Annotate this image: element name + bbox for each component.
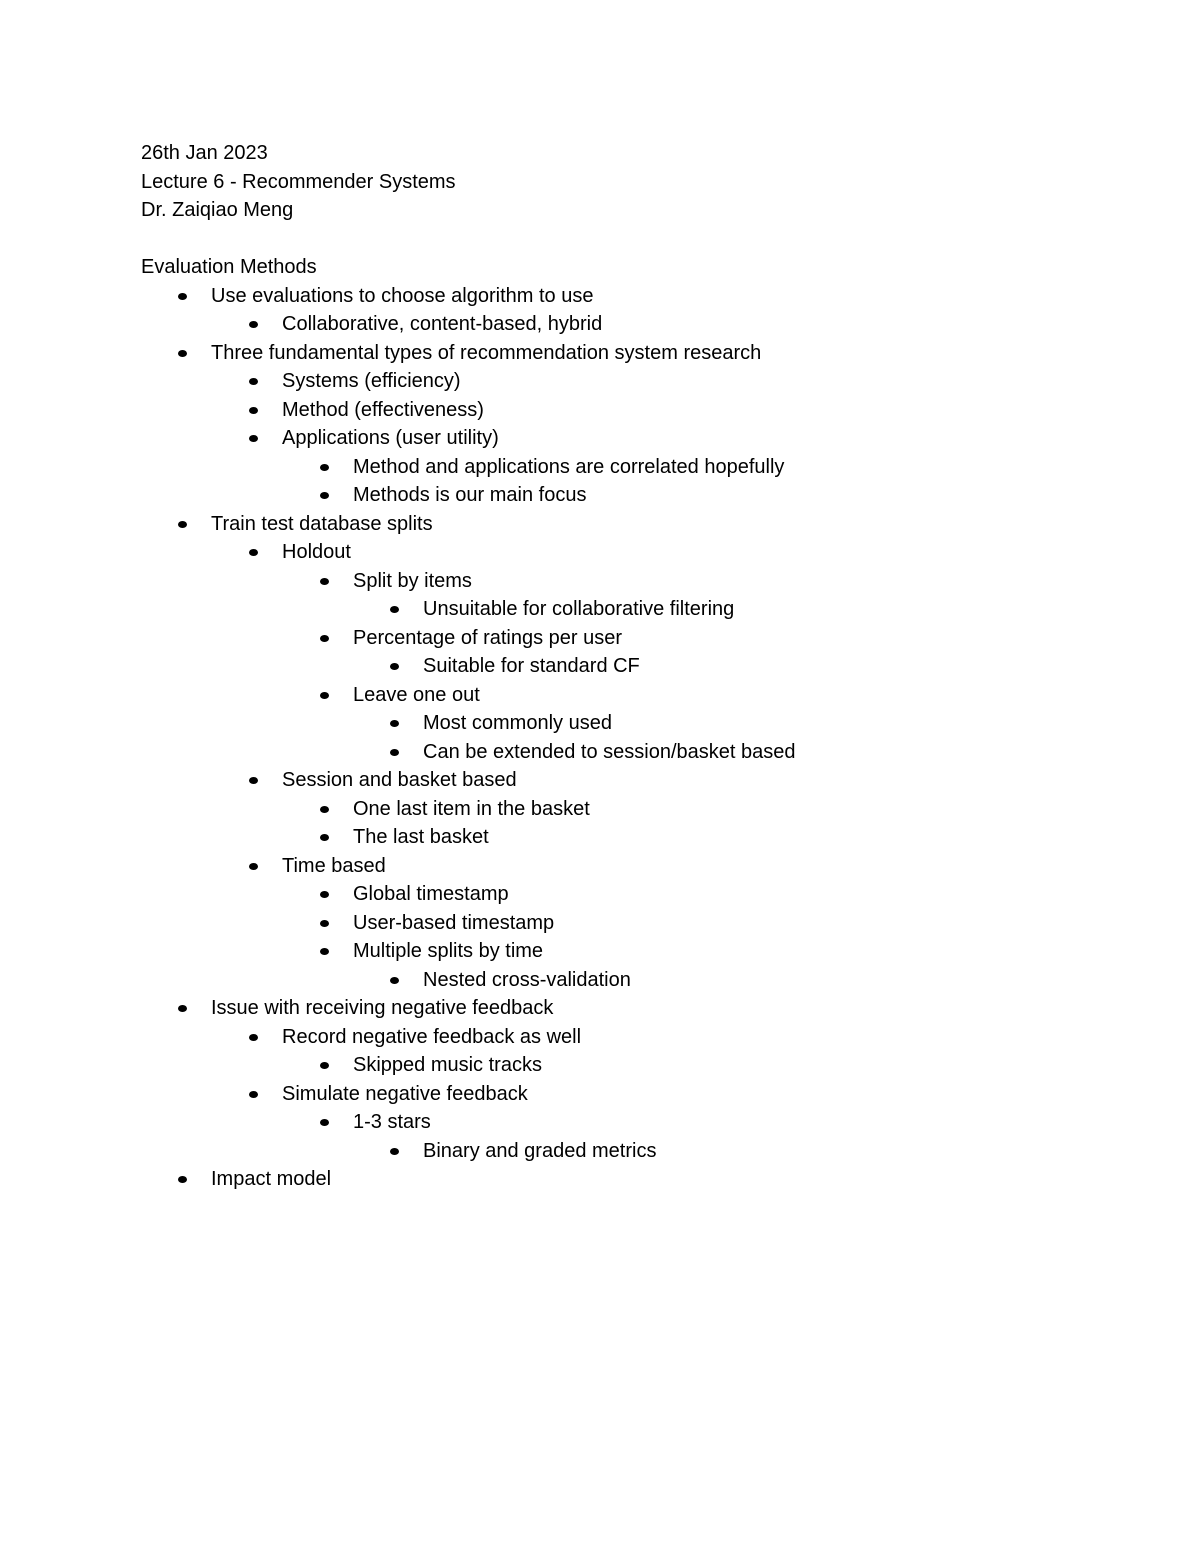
bullet-icon bbox=[320, 1119, 329, 1126]
bullet-icon bbox=[390, 606, 399, 613]
list-item-text: Systems (efficiency) bbox=[282, 370, 461, 392]
list-item bbox=[141, 823, 1141, 852]
bullet-icon bbox=[178, 521, 187, 528]
list-item-text: Skipped music tracks bbox=[353, 1054, 542, 1076]
bullet-icon bbox=[249, 407, 258, 414]
list-item bbox=[141, 880, 1141, 909]
list-item bbox=[141, 310, 1141, 339]
list-item bbox=[141, 766, 1141, 795]
list-item-text: Leave one out bbox=[353, 683, 480, 706]
list-item bbox=[141, 1051, 1141, 1080]
bullet-icon bbox=[320, 891, 329, 898]
bullet-icon bbox=[249, 378, 258, 385]
lecture-title: Lecture 6 - Recommender Systems bbox=[141, 170, 456, 193]
bullet-icon bbox=[320, 948, 329, 955]
blank-line bbox=[141, 225, 1141, 254]
list-item bbox=[141, 994, 1141, 1023]
list-item bbox=[141, 282, 1141, 311]
list-item-text: Simulate negative feedback bbox=[282, 1082, 528, 1105]
list-item-text: Global timestamp bbox=[353, 883, 509, 905]
list-item-text: Issue with receiving negative feedback bbox=[211, 997, 554, 1019]
bullet-icon bbox=[390, 1148, 399, 1155]
bullet-icon bbox=[390, 720, 399, 727]
list-item-text: Binary and graded metrics bbox=[423, 1139, 657, 1162]
list-item-text: User-based timestamp bbox=[353, 911, 555, 934]
list-item bbox=[141, 538, 1141, 567]
list-item bbox=[141, 1108, 1141, 1137]
list-item-text: Time based bbox=[282, 854, 386, 877]
list-item-text: Methods is our main focus bbox=[353, 484, 587, 506]
list-item-text: Most commonly used bbox=[423, 712, 612, 734]
bullet-icon bbox=[320, 834, 329, 841]
bullet-icon bbox=[178, 1005, 187, 1012]
bullet-icon bbox=[320, 578, 329, 585]
list-item bbox=[141, 909, 1141, 938]
bullet-icon bbox=[178, 350, 187, 357]
list-item bbox=[141, 652, 1141, 681]
bullet-icon bbox=[178, 293, 187, 300]
list-item-text: Three fundamental types of recommendation system research bbox=[211, 341, 762, 364]
bullet-icon bbox=[249, 435, 258, 442]
list-item-text: Method and applications are correlated hopefully bbox=[353, 455, 785, 478]
lecturer-name: Dr. Zaiqiao Meng bbox=[141, 199, 294, 221]
document-page bbox=[141, 139, 1141, 1194]
list-item bbox=[141, 424, 1141, 453]
list-item-text: Use evaluations to choose algorithm to use bbox=[211, 284, 594, 307]
list-item-text: Nested cross-validation bbox=[423, 968, 631, 991]
bullet-icon bbox=[178, 1176, 187, 1183]
bullet-icon bbox=[249, 1034, 258, 1041]
bullet-icon bbox=[249, 863, 258, 870]
list-item bbox=[141, 624, 1141, 653]
list-item bbox=[141, 937, 1141, 966]
list-item-text: Multiple splits by time bbox=[353, 940, 544, 962]
bullet-icon bbox=[249, 321, 258, 328]
bullet-icon bbox=[320, 692, 329, 699]
bullet-icon bbox=[320, 492, 329, 499]
list-item bbox=[141, 681, 1141, 710]
list-item bbox=[141, 595, 1141, 624]
bullet-icon bbox=[249, 777, 258, 784]
list-item-text: Percentage of ratings per user bbox=[353, 626, 623, 649]
list-item-text: One last item in the basket bbox=[353, 797, 590, 820]
list-item bbox=[141, 709, 1141, 738]
bullet-icon bbox=[320, 1062, 329, 1069]
list-item-text: Train test database splits bbox=[211, 512, 433, 535]
list-item-text: Record negative feedback as well bbox=[282, 1025, 582, 1048]
list-item-text: The last basket bbox=[353, 826, 489, 848]
list-item bbox=[141, 453, 1141, 482]
bullet-outline bbox=[141, 282, 1141, 1194]
bullet-icon bbox=[320, 806, 329, 813]
list-item-text: Unsuitable for collaborative filtering bbox=[423, 598, 735, 620]
bullet-icon bbox=[390, 749, 399, 756]
list-item bbox=[141, 1137, 1141, 1166]
list-item bbox=[141, 567, 1141, 596]
list-item-text: 1-3 stars bbox=[353, 1111, 431, 1133]
bullet-icon bbox=[320, 635, 329, 642]
list-item bbox=[141, 1023, 1141, 1052]
list-item-text: Session and basket based bbox=[282, 769, 517, 791]
date-line: 26th Jan 2023 bbox=[141, 142, 268, 164]
list-item bbox=[141, 367, 1141, 396]
list-item-text: Collaborative, content-based, hybrid bbox=[282, 313, 603, 335]
bullet-icon bbox=[390, 663, 399, 670]
list-item bbox=[141, 852, 1141, 881]
list-item-text: Holdout bbox=[282, 541, 351, 563]
bullet-icon bbox=[390, 977, 399, 984]
bullet-icon bbox=[249, 1091, 258, 1098]
list-item-text: Suitable for standard CF bbox=[423, 655, 640, 677]
list-item bbox=[141, 481, 1141, 510]
list-item bbox=[141, 1165, 1141, 1194]
list-item bbox=[141, 396, 1141, 425]
bullet-icon bbox=[249, 549, 258, 556]
list-item bbox=[141, 1080, 1141, 1109]
list-item-text: Split by items bbox=[353, 569, 472, 592]
list-item bbox=[141, 738, 1141, 767]
bullet-icon bbox=[320, 920, 329, 927]
list-item-text: Method (effectiveness) bbox=[282, 398, 484, 421]
list-item bbox=[141, 510, 1141, 539]
list-item-text: Impact model bbox=[211, 1168, 332, 1190]
list-item-text: Can be extended to session/basket based bbox=[423, 740, 796, 763]
list-item bbox=[141, 966, 1141, 995]
bullet-icon bbox=[320, 464, 329, 471]
section-heading: Evaluation Methods bbox=[141, 256, 317, 278]
list-item-text: Applications (user utility) bbox=[282, 427, 499, 449]
list-item bbox=[141, 339, 1141, 368]
list-item bbox=[141, 795, 1141, 824]
